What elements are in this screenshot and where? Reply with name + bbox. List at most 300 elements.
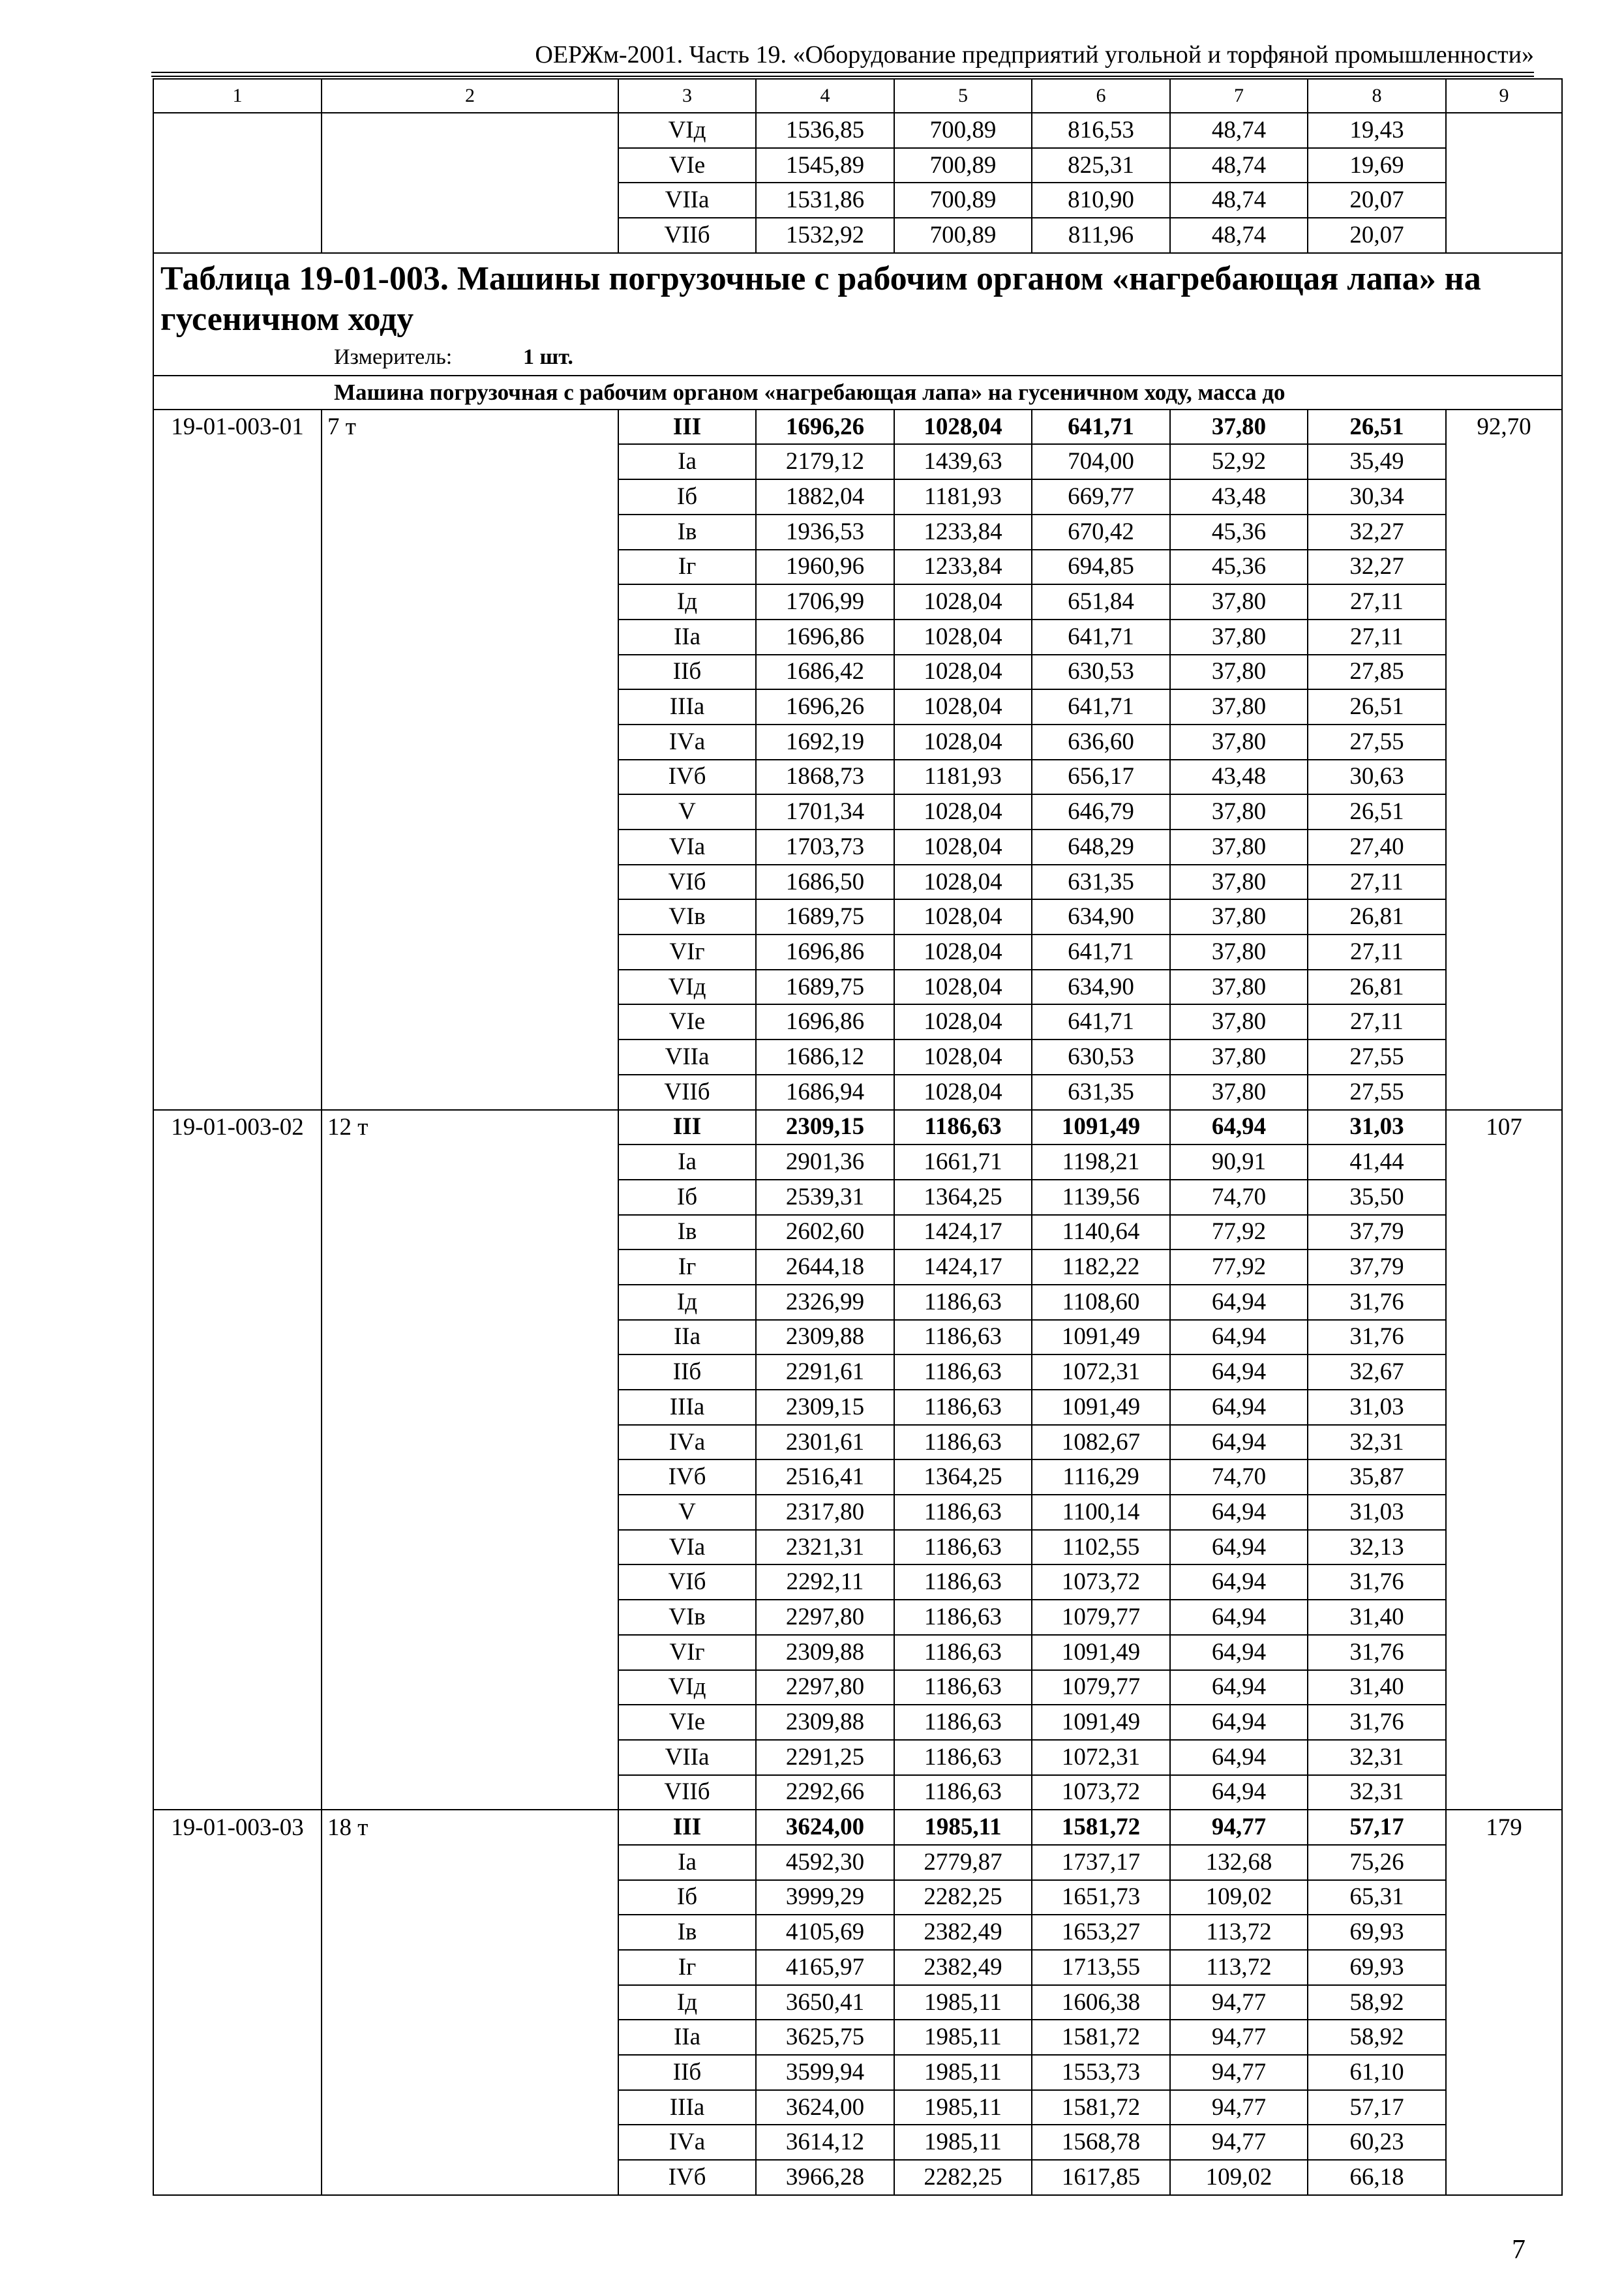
table-row — [153, 1495, 1562, 1530]
value-cell: 1536,85 — [756, 113, 894, 148]
zone-cell: Iг — [618, 1950, 756, 1985]
table-row — [153, 1110, 1562, 1145]
empty-weight-cell — [1446, 620, 1562, 655]
equipment-weight: 107 — [1446, 1110, 1562, 1145]
table-row — [153, 1285, 1562, 1320]
value-cell: 32,31 — [1308, 1740, 1446, 1775]
value-cell: 1606,38 — [1032, 1985, 1170, 2020]
zone-cell: Iв — [618, 515, 756, 550]
value-cell: 1091,49 — [1032, 1390, 1170, 1425]
empty-mass-cell — [322, 218, 618, 253]
value-cell: 32,13 — [1308, 1530, 1446, 1565]
value-cell: 1653,27 — [1032, 1915, 1170, 1950]
value-cell: 2179,12 — [756, 444, 894, 479]
table-title-row — [153, 253, 1562, 376]
zone-cell: VIд — [618, 970, 756, 1005]
empty-mass-cell — [322, 1600, 618, 1635]
value-cell: 1028,04 — [894, 865, 1032, 900]
value-cell: 1696,26 — [756, 410, 894, 445]
empty-code-cell — [153, 2125, 322, 2160]
rates-table-body — [153, 79, 1562, 2195]
value-cell: 1686,42 — [756, 655, 894, 690]
zone-cell: VIд — [618, 113, 756, 148]
value-cell: 1581,72 — [1032, 2090, 1170, 2125]
empty-mass-cell — [322, 1495, 618, 1530]
table-row — [153, 655, 1562, 690]
value-cell: 1936,53 — [756, 515, 894, 550]
empty-mass-cell — [322, 1144, 618, 1180]
value-cell: 4165,97 — [756, 1950, 894, 1985]
empty-mass-cell — [322, 655, 618, 690]
empty-mass-cell — [322, 1004, 618, 1040]
empty-weight-cell — [1446, 1285, 1562, 1320]
value-cell: 1028,04 — [894, 935, 1032, 970]
value-cell: 30,34 — [1308, 479, 1446, 515]
value-cell: 1028,04 — [894, 584, 1032, 620]
table-row — [153, 1530, 1562, 1565]
empty-code-cell — [153, 584, 322, 620]
empty-code-cell — [153, 1075, 322, 1110]
empty-weight-cell — [1446, 1459, 1562, 1495]
value-cell: 1102,55 — [1032, 1530, 1170, 1565]
value-cell: 2309,15 — [756, 1390, 894, 1425]
zone-cell: VIIб — [618, 1075, 756, 1110]
rates-table — [153, 78, 1563, 2196]
value-cell: 1181,93 — [894, 479, 1032, 515]
zone-cell: IIIа — [618, 2090, 756, 2125]
value-cell: 32,27 — [1308, 550, 1446, 585]
value-cell: 31,40 — [1308, 1600, 1446, 1635]
value-cell: 3599,94 — [756, 2055, 894, 2090]
value-cell: 77,92 — [1170, 1215, 1308, 1250]
value-cell: 37,80 — [1170, 970, 1308, 1005]
zone-cell: VIв — [618, 899, 756, 935]
empty-mass-cell — [322, 1320, 618, 1355]
zone-cell: VIг — [618, 935, 756, 970]
table-row — [153, 444, 1562, 479]
value-cell: 41,44 — [1308, 1144, 1446, 1180]
zone-cell: Iд — [618, 1985, 756, 2020]
zone-cell: Iа — [618, 1144, 756, 1180]
table-row — [153, 550, 1562, 585]
table-title: Таблица 19-01-003. Машины погрузочные с рабочим органом «нагребающая лапа» на гусеничном ходу — [160, 260, 1481, 338]
value-cell: 94,77 — [1170, 1985, 1308, 2020]
value-cell: 2291,61 — [756, 1354, 894, 1390]
value-cell: 43,48 — [1170, 760, 1308, 795]
empty-code-cell — [153, 479, 322, 515]
value-cell: 45,36 — [1170, 550, 1308, 585]
empty-mass-cell — [322, 1040, 618, 1075]
value-cell: 1424,17 — [894, 1249, 1032, 1285]
value-cell: 1091,49 — [1032, 1705, 1170, 1740]
table-row — [153, 1985, 1562, 2020]
value-cell: 1028,04 — [894, 1004, 1032, 1040]
zone-cell: V — [618, 1495, 756, 1530]
value-cell: 631,35 — [1032, 1075, 1170, 1110]
value-cell: 1082,67 — [1032, 1425, 1170, 1460]
column-number: 5 — [894, 79, 1032, 113]
value-cell: 1553,73 — [1032, 2055, 1170, 2090]
value-cell: 37,80 — [1170, 899, 1308, 935]
value-cell: 1028,04 — [894, 794, 1032, 830]
value-cell: 65,31 — [1308, 1880, 1446, 1915]
empty-weight-cell — [1446, 1354, 1562, 1390]
empty-mass-cell — [322, 1670, 618, 1705]
empty-code-cell — [153, 2055, 322, 2090]
empty-weight-cell — [1446, 1775, 1562, 1810]
value-cell: 2282,25 — [894, 2160, 1032, 2195]
zone-cell: IIа — [618, 1320, 756, 1355]
value-cell: 109,02 — [1170, 2160, 1308, 2195]
table-row — [153, 794, 1562, 830]
value-cell: 1073,72 — [1032, 1775, 1170, 1810]
empty-weight-cell — [1446, 1985, 1562, 2020]
column-number: 6 — [1032, 79, 1170, 113]
empty-code-cell — [153, 1215, 322, 1250]
empty-weight-cell — [1446, 970, 1562, 1005]
value-cell: 37,80 — [1170, 935, 1308, 970]
table-row — [153, 1040, 1562, 1075]
zone-cell: IVб — [618, 760, 756, 795]
value-cell: 1186,63 — [894, 1670, 1032, 1705]
empty-code-cell — [153, 830, 322, 865]
empty-weight-cell — [1446, 479, 1562, 515]
header-rule — [151, 76, 1534, 77]
value-cell: 1701,34 — [756, 794, 894, 830]
empty-weight-cell — [1446, 1075, 1562, 1110]
value-cell: 37,80 — [1170, 1040, 1308, 1075]
empty-mass-cell — [322, 113, 618, 148]
value-cell: 1581,72 — [1032, 1810, 1170, 1845]
empty-mass-cell — [322, 1740, 618, 1775]
column-number: 3 — [618, 79, 756, 113]
empty-weight-cell — [1446, 1425, 1562, 1460]
value-cell: 69,93 — [1308, 1915, 1446, 1950]
value-cell: 1696,86 — [756, 1004, 894, 1040]
empty-code-cell — [153, 725, 322, 760]
value-cell: 825,31 — [1032, 148, 1170, 183]
value-cell: 2309,88 — [756, 1635, 894, 1670]
value-cell: 2516,41 — [756, 1459, 894, 1495]
rate-code: 19-01-003-01 — [153, 410, 322, 445]
empty-mass-cell — [322, 1950, 618, 1985]
empty-code-cell — [153, 760, 322, 795]
table-row — [153, 1775, 1562, 1810]
empty-weight-cell — [1446, 1705, 1562, 1740]
value-cell: 32,67 — [1308, 1354, 1446, 1390]
column-number: 4 — [756, 79, 894, 113]
value-cell: 631,35 — [1032, 865, 1170, 900]
value-cell: 45,36 — [1170, 515, 1308, 550]
value-cell: 1532,92 — [756, 218, 894, 253]
empty-weight-cell — [1446, 2020, 1562, 2055]
table-row — [153, 1915, 1562, 1950]
value-cell: 37,80 — [1170, 794, 1308, 830]
table-row — [153, 970, 1562, 1005]
value-cell: 1882,04 — [756, 479, 894, 515]
empty-weight-cell — [1446, 113, 1562, 148]
zone-cell: IVа — [618, 2125, 756, 2160]
value-cell: 37,80 — [1170, 689, 1308, 725]
zone-cell: VIв — [618, 1600, 756, 1635]
value-cell: 1108,60 — [1032, 1285, 1170, 1320]
value-cell: 1091,49 — [1032, 1110, 1170, 1145]
empty-code-cell — [153, 1985, 322, 2020]
value-cell: 1568,78 — [1032, 2125, 1170, 2160]
empty-code-cell — [153, 2090, 322, 2125]
empty-code-cell — [153, 1915, 322, 1950]
value-cell: 700,89 — [894, 113, 1032, 148]
value-cell: 670,42 — [1032, 515, 1170, 550]
value-cell: 58,92 — [1308, 1985, 1446, 2020]
value-cell: 1186,63 — [894, 1740, 1032, 1775]
value-cell: 31,40 — [1308, 1670, 1446, 1705]
empty-mass-cell — [322, 1354, 618, 1390]
value-cell: 630,53 — [1032, 655, 1170, 690]
empty-weight-cell — [1446, 830, 1562, 865]
value-cell: 636,60 — [1032, 725, 1170, 760]
value-cell: 1028,04 — [894, 970, 1032, 1005]
value-cell: 2297,80 — [756, 1670, 894, 1705]
table-row — [153, 830, 1562, 865]
value-cell: 64,94 — [1170, 1635, 1308, 1670]
value-cell: 30,63 — [1308, 760, 1446, 795]
empty-weight-cell — [1446, 1670, 1562, 1705]
value-cell: 64,94 — [1170, 1530, 1308, 1565]
empty-code-cell — [153, 689, 322, 725]
empty-weight-cell — [1446, 1530, 1562, 1565]
value-cell: 37,80 — [1170, 865, 1308, 900]
table-row — [153, 2125, 1562, 2160]
empty-weight-cell — [1446, 1180, 1562, 1215]
value-cell: 1028,04 — [894, 655, 1032, 690]
empty-mass-cell — [322, 1390, 618, 1425]
value-cell: 64,94 — [1170, 1425, 1308, 1460]
empty-weight-cell — [1446, 655, 1562, 690]
zone-cell: IIа — [618, 620, 756, 655]
empty-weight-cell — [1446, 183, 1562, 218]
zone-cell: Iв — [618, 1215, 756, 1250]
empty-code-cell — [153, 1285, 322, 1320]
value-cell: 646,79 — [1032, 794, 1170, 830]
value-cell: 1696,86 — [756, 620, 894, 655]
value-cell: 1028,04 — [894, 410, 1032, 445]
empty-mass-cell — [322, 584, 618, 620]
value-cell: 74,70 — [1170, 1459, 1308, 1495]
value-cell: 1079,77 — [1032, 1670, 1170, 1705]
value-cell: 1696,86 — [756, 935, 894, 970]
value-cell: 27,40 — [1308, 830, 1446, 865]
empty-mass-cell — [322, 550, 618, 585]
value-cell: 26,81 — [1308, 970, 1446, 1005]
value-cell: 48,74 — [1170, 218, 1308, 253]
value-cell: 37,80 — [1170, 1075, 1308, 1110]
value-cell: 26,51 — [1308, 689, 1446, 725]
empty-weight-cell — [1446, 794, 1562, 830]
table-row — [153, 1180, 1562, 1215]
empty-mass-cell — [322, 689, 618, 725]
table-row — [153, 1740, 1562, 1775]
value-cell: 2317,80 — [756, 1495, 894, 1530]
value-cell: 2309,15 — [756, 1110, 894, 1145]
table-row — [153, 1425, 1562, 1460]
value-cell: 37,80 — [1170, 830, 1308, 865]
empty-code-cell — [153, 444, 322, 479]
empty-code-cell — [153, 1950, 322, 1985]
empty-code-cell — [153, 113, 322, 148]
value-cell: 1073,72 — [1032, 1564, 1170, 1600]
empty-mass-cell — [322, 620, 618, 655]
value-cell: 1028,04 — [894, 620, 1032, 655]
table-row — [153, 1670, 1562, 1705]
table-row — [153, 1004, 1562, 1040]
value-cell: 35,49 — [1308, 444, 1446, 479]
table-row — [153, 1950, 1562, 1985]
value-cell: 1028,04 — [894, 725, 1032, 760]
empty-code-cell — [153, 183, 322, 218]
zone-cell: IVа — [618, 725, 756, 760]
empty-weight-cell — [1446, 2160, 1562, 2195]
value-cell: 2309,88 — [756, 1320, 894, 1355]
value-cell: 37,80 — [1170, 725, 1308, 760]
table-row — [153, 1600, 1562, 1635]
value-cell: 1686,94 — [756, 1075, 894, 1110]
empty-weight-cell — [1446, 1320, 1562, 1355]
value-cell: 1696,26 — [756, 689, 894, 725]
empty-code-cell — [153, 1880, 322, 1915]
zone-cell: VIIб — [618, 218, 756, 253]
table-row — [153, 760, 1562, 795]
value-cell: 1651,73 — [1032, 1880, 1170, 1915]
empty-mass-cell — [322, 515, 618, 550]
value-cell: 2326,99 — [756, 1285, 894, 1320]
empty-code-cell — [153, 794, 322, 830]
empty-mass-cell — [322, 1285, 618, 1320]
zone-cell: Iа — [618, 444, 756, 479]
empty-mass-cell — [322, 1249, 618, 1285]
table-title-cell — [153, 253, 1562, 376]
empty-mass-cell — [322, 1705, 618, 1740]
zone-cell: VIб — [618, 1564, 756, 1600]
zone-cell: VIе — [618, 148, 756, 183]
value-cell: 2382,49 — [894, 1950, 1032, 1985]
page-number: 7 — [1512, 2235, 1526, 2265]
value-cell: 64,94 — [1170, 1670, 1308, 1705]
value-cell: 1985,11 — [894, 2090, 1032, 2125]
empty-weight-cell — [1446, 2055, 1562, 2090]
empty-code-cell — [153, 1670, 322, 1705]
value-cell: 1186,63 — [894, 1564, 1032, 1600]
empty-mass-cell — [322, 1459, 618, 1495]
zone-cell: Iв — [618, 1915, 756, 1950]
zone-cell: IVа — [618, 1425, 756, 1460]
table-row — [153, 1564, 1562, 1600]
value-cell: 4105,69 — [756, 1915, 894, 1950]
value-cell: 3624,00 — [756, 1810, 894, 1845]
table-row — [153, 584, 1562, 620]
value-cell: 37,80 — [1170, 620, 1308, 655]
value-cell: 2644,18 — [756, 1249, 894, 1285]
value-cell: 1140,64 — [1032, 1215, 1170, 1250]
zone-cell: VIе — [618, 1004, 756, 1040]
mass-label: 12 т — [322, 1110, 618, 1145]
value-cell: 69,93 — [1308, 1950, 1446, 1985]
column-number: 1 — [153, 79, 322, 113]
value-cell: 31,76 — [1308, 1564, 1446, 1600]
value-cell: 31,76 — [1308, 1705, 1446, 1740]
empty-weight-cell — [1446, 515, 1562, 550]
zone-cell: V — [618, 794, 756, 830]
empty-mass-cell — [322, 830, 618, 865]
column-number: 9 — [1446, 79, 1562, 113]
table-row — [153, 1705, 1562, 1740]
empty-code-cell — [153, 1564, 322, 1600]
value-cell: 37,80 — [1170, 655, 1308, 690]
value-cell: 1706,99 — [756, 584, 894, 620]
rate-code: 19-01-003-02 — [153, 1110, 322, 1145]
table-row — [153, 1635, 1562, 1670]
zone-cell: Iд — [618, 1285, 756, 1320]
value-cell: 4592,30 — [756, 1845, 894, 1880]
value-cell: 1868,73 — [756, 760, 894, 795]
empty-mass-cell — [322, 1915, 618, 1950]
value-cell: 2282,25 — [894, 1880, 1032, 1915]
empty-mass-cell — [322, 935, 618, 970]
empty-mass-cell — [322, 2020, 618, 2055]
empty-weight-cell — [1446, 148, 1562, 183]
empty-weight-cell — [1446, 760, 1562, 795]
table-row — [153, 1845, 1562, 1880]
value-cell: 19,69 — [1308, 148, 1446, 183]
zone-cell: Iа — [618, 1845, 756, 1880]
empty-weight-cell — [1446, 1390, 1562, 1425]
table-row — [153, 725, 1562, 760]
value-cell: 20,07 — [1308, 218, 1446, 253]
empty-mass-cell — [322, 183, 618, 218]
empty-weight-cell — [1446, 689, 1562, 725]
empty-weight-cell — [1446, 1215, 1562, 1250]
empty-weight-cell — [1446, 584, 1562, 620]
empty-mass-cell — [322, 148, 618, 183]
zone-cell: VIа — [618, 830, 756, 865]
value-cell: 31,76 — [1308, 1285, 1446, 1320]
empty-weight-cell — [1446, 1040, 1562, 1075]
empty-weight-cell — [1446, 2125, 1562, 2160]
empty-weight-cell — [1446, 1845, 1562, 1880]
value-cell: 66,18 — [1308, 2160, 1446, 2195]
value-cell: 94,77 — [1170, 2125, 1308, 2160]
empty-weight-cell — [1446, 1915, 1562, 1950]
value-cell: 3999,29 — [756, 1880, 894, 1915]
value-cell: 704,00 — [1032, 444, 1170, 479]
value-cell: 64,94 — [1170, 1390, 1308, 1425]
value-cell: 64,94 — [1170, 1564, 1308, 1600]
empty-code-cell — [153, 1740, 322, 1775]
zone-cell: Iг — [618, 550, 756, 585]
empty-code-cell — [153, 1635, 322, 1670]
table-row — [153, 515, 1562, 550]
empty-code-cell — [153, 1354, 322, 1390]
value-cell: 1661,71 — [894, 1144, 1032, 1180]
table-row — [153, 689, 1562, 725]
value-cell: 694,85 — [1032, 550, 1170, 585]
empty-weight-cell — [1446, 1635, 1562, 1670]
value-cell: 1233,84 — [894, 550, 1032, 585]
value-cell: 1028,04 — [894, 830, 1032, 865]
value-cell: 2602,60 — [756, 1215, 894, 1250]
zone-cell: VIIб — [618, 1775, 756, 1810]
value-cell: 48,74 — [1170, 183, 1308, 218]
